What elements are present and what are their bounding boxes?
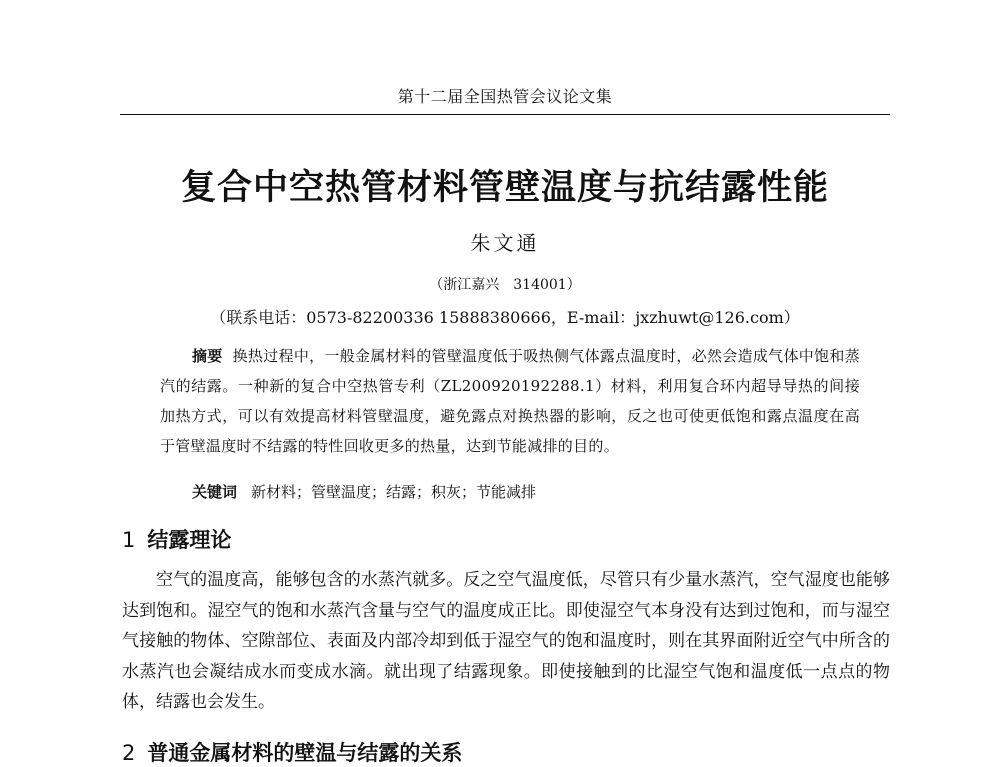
section-title: 结露理论 [147, 528, 232, 552]
keywords [192, 480, 872, 504]
paper-title: 复合中空热管材料管壁温度与抗结露性能 [180, 168, 829, 208]
abstract [160, 341, 860, 461]
section-heading-1 [122, 524, 231, 554]
keywords-label: 关键词 [192, 483, 238, 501]
abstract-text: 换热过程中，一般金属材料的管壁温度低于吸热侧气体露点温度时，必然会造成气体中饱和蒸汽的结露。一种新的复合中空热管专利（ZL200920192288.1）材料，利用复合环内超导导热的间接加热方式，可以有效提高材料管壁温度，避免露点对换热器的影响，反之也可使更低饱和露点温度在高于管壁温度时不结露的特性回收更多的热量，达到节能减排的目的。 [160, 347, 860, 455]
author-name: 朱文通 [470, 231, 540, 255]
affiliation: （浙江嘉兴 314001） [429, 277, 581, 293]
section-title: 普通金属材料的壁温与结露的关系 [147, 741, 463, 765]
contact-info: （联系电话：0573-82200336 15888380666，E-mail：jxzhuwt@126.com） [210, 308, 800, 327]
section-1-paragraph: 空气的温度高，能够包含的水蒸汽就多。反之空气温度低，尽管只有少量水蒸汽，空气湿度也能够达到饱和。湿空气的饱和水蒸汽含量与空气的温度成正比。即使湿空气本身没有达到过饱和，而与湿空气接触的物体、空隙部位、表面及内部冷却到低于湿空气的饱和温度时，则在其界面附近空气中所含的水蒸汽也会凝结成水而变成水滴。就出现了结露现象。即使接触到的比湿空气饱和温度低一点点的物体，结露也会发生。 [122, 570, 890, 712]
running-header: 第十二届全国热管会议论文集 [397, 87, 613, 106]
section-number: 1 [122, 528, 136, 552]
header-rule [120, 114, 890, 115]
section-heading-2 [122, 737, 462, 767]
keywords-text: 新材料；管壁温度；结露；积灰；节能减排 [251, 483, 537, 501]
section-number: 2 [122, 741, 136, 765]
abstract-label: 摘要 [192, 347, 223, 365]
